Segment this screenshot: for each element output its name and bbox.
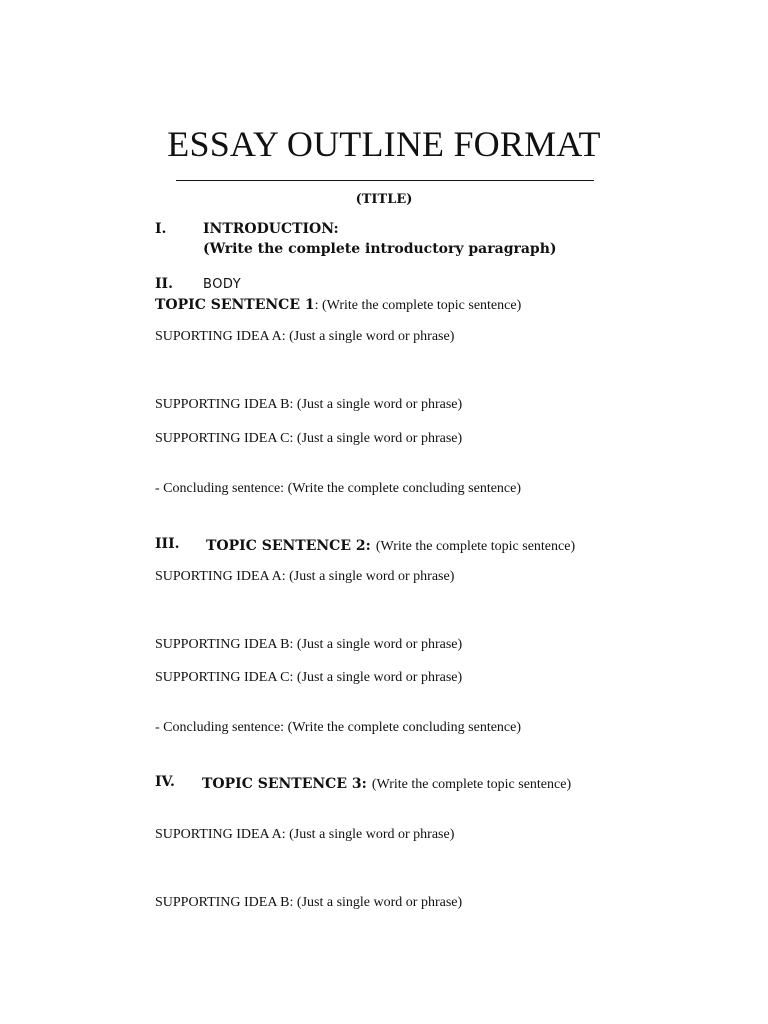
section-one-numeral: I. — [155, 221, 167, 237]
topic-sentence-3-line — [202, 775, 571, 792]
section-three-support-a: SUPORTING IDEA A: (Just a single word or phrase) — [155, 569, 455, 584]
section-two-numeral: II. — [155, 276, 173, 292]
section-three-support-c: SUPPORTING IDEA C: (Just a single word or phrase) — [155, 670, 463, 685]
section-three-support-b: SUPPORTING IDEA B: (Just a single word or phrase) — [155, 637, 463, 652]
topic-sentence-1-note: : (Write the complete topic sentence) — [314, 298, 522, 313]
topic-sentence-3-note: (Write the complete topic sentence) — [371, 777, 572, 792]
section-four-support-a: SUPORTING IDEA A: (Just a single word or phrase) — [155, 827, 455, 842]
title-divider — [176, 180, 594, 181]
topic-sentence-2-line — [206, 537, 575, 554]
section-four-numeral: IV. — [155, 774, 175, 790]
body-support-b: SUPPORTING IDEA B: (Just a single word or phrase) — [155, 397, 463, 412]
topic-sentence-1-label: TOPIC SENTENCE 1 — [155, 297, 315, 313]
introduction-note: (Write the complete introductory paragraph) — [203, 241, 557, 257]
body-label: BODY — [203, 277, 242, 292]
body-support-a: SUPORTING IDEA A: (Just a single word or phrase) — [155, 329, 455, 344]
document-subtitle: (TITLE) — [355, 192, 413, 207]
document-title: ESSAY OUTLINE FORMAT — [167, 124, 601, 164]
body-support-c: SUPPORTING IDEA C: (Just a single word or phrase) — [155, 431, 463, 446]
body-concluding: - Concluding sentence: (Write the complete concluding sentence) — [155, 481, 522, 496]
section-four-support-b: SUPPORTING IDEA B: (Just a single word or phrase) — [155, 895, 463, 910]
topic-sentence-2-label: TOPIC SENTENCE 2: — [206, 538, 371, 554]
section-three-concluding: - Concluding sentence: (Write the complete concluding sentence) — [155, 720, 522, 735]
section-three-numeral: III. — [155, 536, 180, 552]
introduction-heading: INTRODUCTION: — [203, 221, 339, 237]
topic-sentence-3-label: TOPIC SENTENCE 3: — [202, 776, 367, 792]
topic-sentence-1-line — [155, 296, 521, 313]
topic-sentence-2-note: (Write the complete topic sentence) — [375, 539, 576, 554]
